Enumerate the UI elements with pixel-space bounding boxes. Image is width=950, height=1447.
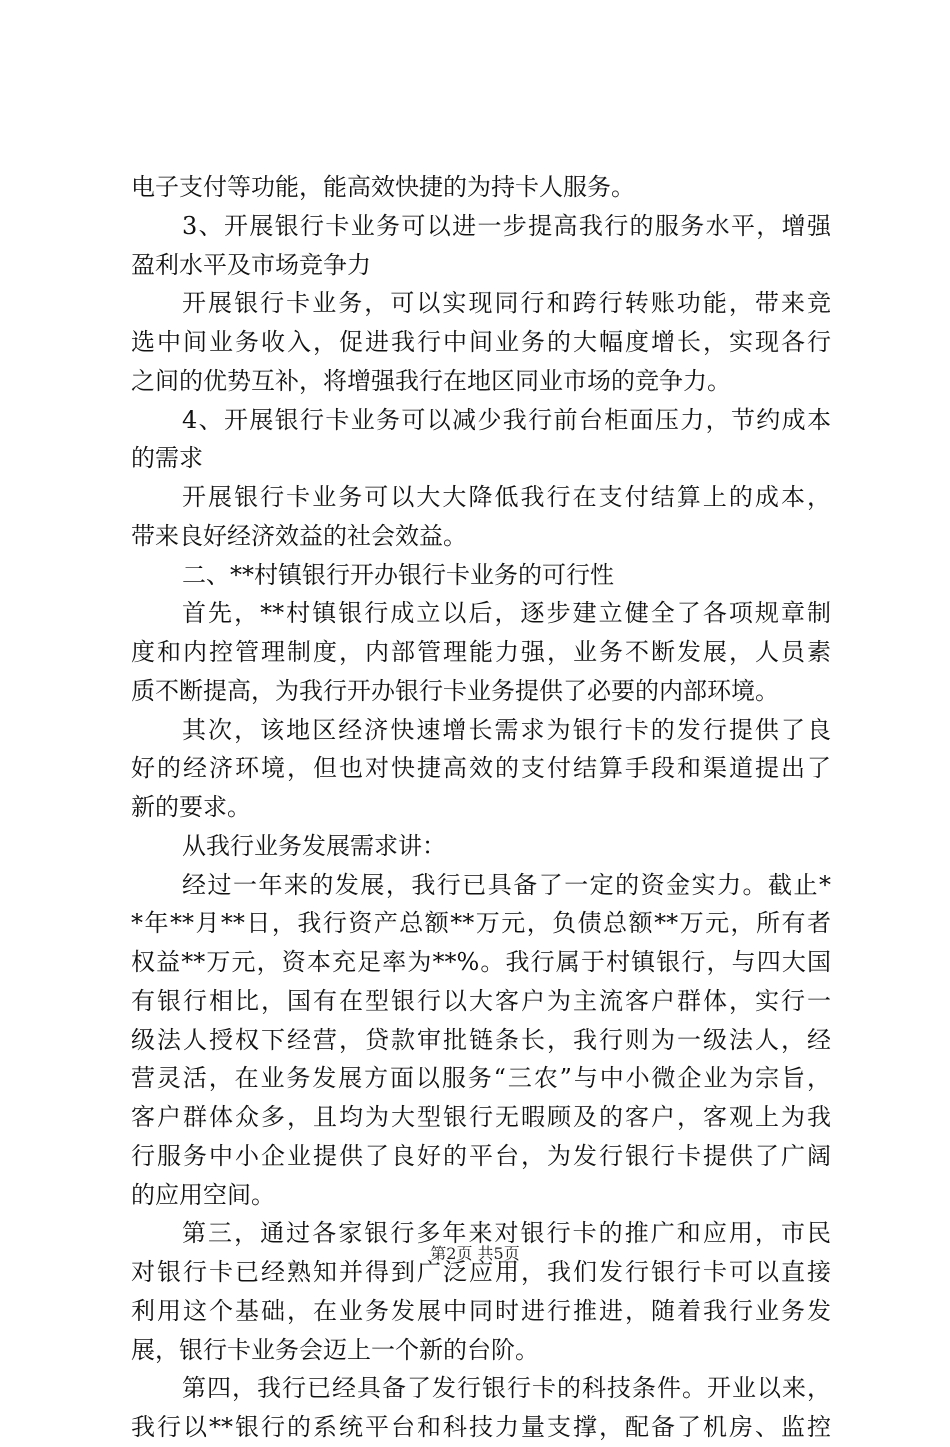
text-line: 带来良好经济效益的社会效益。 (131, 521, 467, 550)
text-line: 营灵活，在业务发展方面以服务“三农”与中小微企业为宗旨， (131, 1064, 831, 1093)
text-line: 从我行业务发展需求讲： (182, 831, 446, 860)
text-line: 对银行卡已经熟知并得到广泛应用，我们发行银行卡可以直接 (131, 1258, 831, 1286)
text-line: 电子支付等功能，能高效快捷的为持卡人服务。 (131, 173, 635, 201)
text-line: 利用这个基础，在业务发展中同时进行推进，随着我行业务发 (131, 1296, 831, 1325)
text-line: 权益**万元，资本充足率为**%。我行属于村镇银行，与四大国 (131, 948, 831, 976)
text-line: 3、开展银行卡业务可以进一步提高我行的服务水平，增强 (182, 211, 831, 240)
page-number: 第2页 共5页 (430, 1244, 520, 1263)
text-line: 行服务中小企业提供了良好的平台，为发行银行卡提供了广阔 (131, 1141, 831, 1170)
text-line: 选中间业务收入，促进我行中间业务的大幅度增长，实现各行 (131, 328, 831, 356)
text-line: 经过一年来的发展，我行已具备了一定的资金实力。截止* (182, 870, 831, 899)
text-line: 好的经济环境，但也对快捷高效的支付结算手段和渠道提出了 (131, 754, 831, 783)
text-line: 4、开展银行卡业务可以减少我行前台柜面压力，节约成本 (182, 405, 831, 434)
text-line: *年**月**日，我行资产总额**万元，负债总额**万元，所有者 (131, 909, 831, 938)
text-line: 之间的优势互补，将增强我行在地区同业市场的竞争力。 (131, 366, 731, 395)
text-line: 我行以**银行的系统平台和科技力量支撑，配备了机房、监控 (131, 1413, 831, 1441)
text-line: 级法人授权下经营，贷款审批链条长，我行则为一级法人，经 (131, 1025, 831, 1054)
text-line: 第三，通过各家银行多年来对银行卡的推广和应用，市民 (182, 1219, 831, 1248)
text-line: 开展银行卡业务可以大大降低我行在支付结算上的成本， (182, 483, 831, 511)
text-line: 二、**村镇银行开办银行卡业务的可行性 (182, 560, 614, 589)
text-line: 的应用空间。 (131, 1180, 275, 1209)
text-line: 新的要求。 (131, 793, 251, 821)
text-line: 其次，该地区经济快速增长需求为银行卡的发行提供了良 (182, 715, 831, 744)
text-line: 客户群体众多，且均为大型银行无暇顾及的客户，客观上为我 (131, 1103, 831, 1131)
text-line: 度和内控管理制度，内部管理能力强，业务不断发展，人员素 (131, 638, 831, 666)
text-line: 展，银行卡业务会迈上一个新的台阶。 (131, 1335, 539, 1364)
text-line: 第四，我行已经具备了发行银行卡的科技条件。开业以来， (182, 1374, 831, 1403)
page-footer (0, 1244, 950, 1264)
text-line: 开展银行卡业务，可以实现同行和跨行转账功能，带来竞 (182, 289, 831, 318)
text-line: 有银行相比，国有在型银行以大客户为主流客户群体，实行一 (131, 986, 831, 1015)
text-line: 首先，**村镇银行成立以后，逐步建立健全了各项规章制 (182, 599, 831, 628)
text-line: 质不断提高，为我行开办银行卡业务提供了必要的内部环境。 (131, 676, 779, 705)
text-line: 盈利水平及市场竞争力 (131, 250, 371, 279)
text-line: 的需求 (131, 444, 203, 473)
